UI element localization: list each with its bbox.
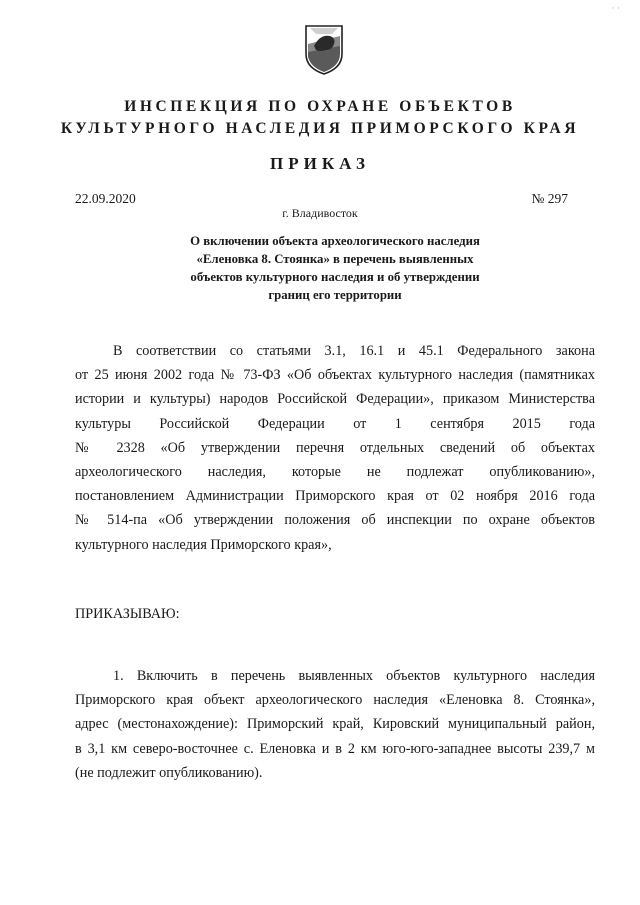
preamble-line: В соответствии со статьями 3.1, 16.1 и 45.1 Федерального закона (113, 343, 595, 359)
preamble-line: от 25 июня 2002 года № 73-ФЗ «Об объектах культурного наследия (памятниках (75, 367, 595, 384)
agency-name-line-2: КУЛЬТУРНОГО НАСЛЕДИЯ ПРИМОРСКОГО КРАЯ (60, 120, 580, 137)
order-directive-word: ПРИКАЗЫВАЮ: (75, 606, 180, 622)
preamble-line: истории и культуры) народов Российской Федерации», приказом Министерства (75, 391, 595, 408)
city: г. Владивосток (282, 206, 358, 220)
preamble-line: культуры Российской Федерации от 1 сентября 2015 года (75, 415, 595, 432)
subject-line: объектов культурного наследия и об утверждении (190, 270, 480, 284)
preamble-line: № 514-па «Об утверждении положения об инспекции по охране объектов (75, 512, 595, 529)
item-line: (не подлежит опубликованию). (75, 764, 263, 781)
subject-line: «Еленовка 8. Стоянка» в перечень выявленных (196, 252, 474, 266)
subject-line: границ его территории (268, 288, 402, 302)
preamble-paragraph (75, 339, 595, 557)
subject-line: О включении объекта археологического наследия (190, 234, 480, 248)
corner-scan-mark: · · (611, 4, 620, 14)
item-line: адрес (местонахождение): Приморский край, Кировский муниципальный район, (75, 716, 595, 733)
preamble-line: постановлением Администрации Приморского края от 02 ноября 2016 года (75, 488, 595, 505)
item-line: Приморского края объект археологического наследия «Еленовка 8. Стоянка», (75, 692, 595, 709)
coat-of-arms-emblem (302, 22, 346, 76)
order-item-1 (75, 664, 595, 785)
order-date: 22.09.2020 (75, 191, 136, 206)
preamble-line: культурного наследия Приморского края», (75, 536, 332, 553)
preamble-line: археологического наследия, которые не подлежат опубликованию», (75, 464, 595, 481)
item-line: в 3,1 км северо-восточнее с. Еленовка и в 2 км юго-юго-западнее высоты 239,7 м (75, 740, 595, 757)
agency-name-line-1: ИНСПЕКЦИЯ ПО ОХРАНЕ ОБЪЕКТОВ (124, 98, 516, 115)
preamble-line: № 2328 «Об утверждении перечня отдельных сведений об объектах (75, 439, 595, 456)
item-line: 1. Включить в перечень выявленных объектов культурного наследия (113, 668, 595, 684)
order-number: № 297 (531, 191, 568, 206)
order-subject (140, 232, 530, 304)
document-type-title: ПРИКАЗ (270, 154, 370, 173)
